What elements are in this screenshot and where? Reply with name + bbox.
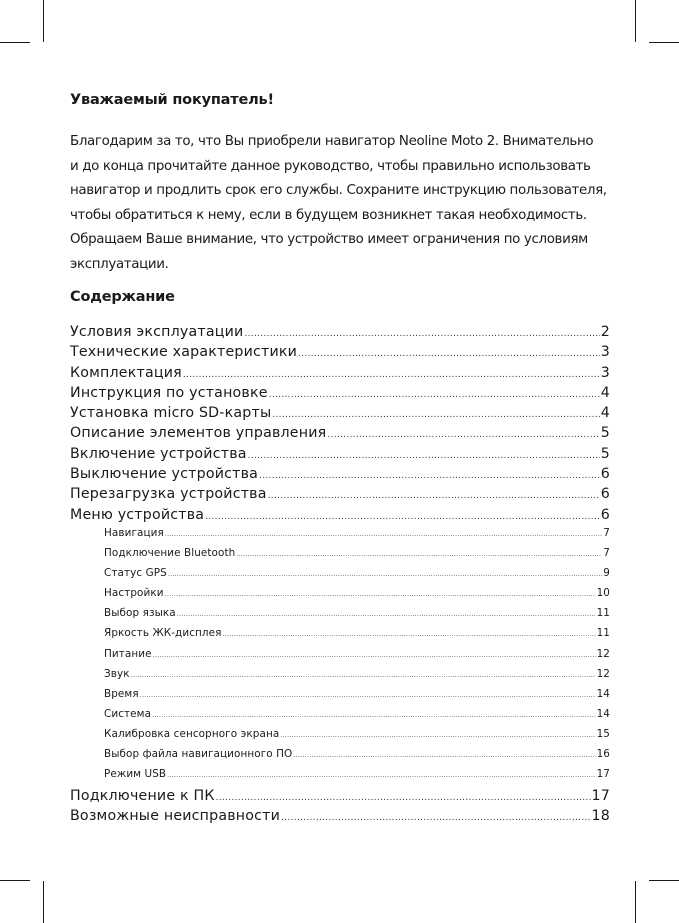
toc-subentry-title: Яркость ЖК-дисплея — [104, 627, 222, 640]
toc-leader — [152, 711, 596, 719]
toc-subentry — [70, 587, 610, 607]
toc-leader — [205, 512, 600, 522]
toc-subentry-page: 14 — [596, 687, 610, 700]
toc-entry — [70, 365, 610, 385]
toc-subentry-page: 12 — [596, 647, 610, 660]
toc-subentry-page: 11 — [596, 607, 610, 620]
toc-subentry-title: Навигация — [104, 526, 164, 539]
toc-subentry — [70, 627, 610, 647]
crop-mark — [649, 42, 679, 43]
toc-subentry-title: Настройки — [104, 587, 164, 600]
toc-subentry-page: 9 — [603, 567, 610, 580]
toc-leader — [248, 451, 600, 461]
greeting-heading: Уважаемый покупатель! — [70, 92, 274, 108]
intro-line: Благодарим за то, что Вы приобрели навигатор Neoline Moto 2. Внимательно — [70, 134, 594, 149]
toc-leader — [259, 471, 600, 481]
toc-subentry — [70, 527, 610, 547]
toc-subentry-page: 12 — [596, 667, 610, 680]
toc-subentry-title: Время — [104, 687, 139, 700]
toc-leader — [165, 530, 602, 538]
intro-line: Обращаем Ваше внимание, что устройство имеет ограничения по условиям — [70, 232, 588, 247]
crop-mark — [649, 880, 679, 881]
toc-leader — [223, 630, 596, 638]
toc-subentry — [70, 748, 610, 768]
toc-entry — [70, 788, 610, 808]
toc-leader — [165, 590, 596, 598]
toc-subentry — [70, 688, 610, 708]
toc-leader — [177, 610, 596, 618]
crop-mark — [635, 0, 636, 42]
toc-entry — [70, 344, 610, 364]
crop-mark — [0, 880, 30, 881]
toc-leader — [327, 430, 599, 440]
intro-line: чтобы обратиться к нему, если в будущем возникнет такая необходимость. — [70, 207, 587, 223]
toc-entry — [70, 808, 610, 828]
toc-entry-page: 18 — [591, 808, 610, 825]
toc-entry-page: 6 — [600, 466, 610, 483]
toc-entry-title: Условия эксплуатации — [70, 324, 244, 340]
toc-entry-title: Инструкция по установке — [70, 384, 268, 401]
toc-subentry-page: 16 — [596, 748, 610, 760]
toc-leader — [168, 570, 602, 578]
toc-entry — [70, 405, 610, 425]
crop-mark — [0, 42, 30, 43]
toc-leader — [183, 370, 600, 380]
toc-subentry-title: Звук — [104, 667, 130, 680]
toc-entry-title: Включение устройства — [70, 445, 247, 462]
toc-leader — [244, 329, 599, 339]
toc-subentry-page: 17 — [596, 768, 610, 781]
intro-line: эксплуатации. — [70, 256, 169, 272]
toc-entry — [70, 446, 610, 466]
toc-subentry — [70, 768, 610, 788]
toc-leader — [140, 691, 596, 699]
toc-entry-page: 17 — [591, 788, 610, 805]
toc-subentry-title: Выбор языка — [104, 607, 176, 620]
toc-leader — [153, 651, 596, 659]
toc-entry-page: 2 — [600, 324, 610, 340]
toc-subentry-title: Выбор файла навигационного ПО — [104, 748, 293, 760]
toc-entry-title: Комплектация — [70, 364, 182, 381]
crop-mark — [43, 881, 44, 923]
toc-leader — [280, 731, 595, 739]
toc-subentry — [70, 607, 610, 627]
crop-mark — [635, 881, 636, 923]
toc-subentry-title: Система — [104, 707, 152, 720]
toc-subentry-title: Питание — [104, 647, 152, 660]
toc-entry — [70, 486, 610, 506]
toc-entry-title: Описание элементов управления — [70, 425, 327, 442]
toc-subentry — [70, 708, 610, 728]
crop-mark — [43, 0, 44, 42]
toc-subentry — [70, 668, 610, 688]
toc-entry-page: 4 — [600, 405, 610, 422]
toc-leader — [298, 349, 600, 359]
toc-subentry-page: 11 — [596, 627, 610, 640]
toc-leader — [272, 410, 599, 420]
toc-leader — [167, 771, 595, 779]
toc-leader — [269, 390, 600, 400]
intro-paragraph — [70, 130, 610, 277]
table-of-contents — [70, 324, 610, 829]
toc-entry — [70, 466, 610, 486]
toc-entry-title: Технические характеристики — [70, 344, 298, 361]
toc-leader — [236, 550, 602, 558]
toc-entry — [70, 507, 610, 527]
toc-subentry — [70, 728, 610, 748]
toc-entry-page: 6 — [600, 506, 610, 523]
toc-entry-page: 3 — [600, 364, 610, 381]
toc-entry — [70, 385, 610, 405]
toc-leader — [131, 671, 596, 679]
toc-entry — [70, 324, 610, 344]
toc-subentry — [70, 567, 610, 587]
toc-subentry — [70, 547, 610, 567]
intro-line: и до конца прочитайте данное руководство, чтобы правильно использовать — [70, 158, 591, 174]
toc-entry-title: Выключение устройства — [70, 466, 259, 483]
toc-subentry-title: Калибровка сенсорного экрана — [104, 727, 280, 740]
toc-entry-title: Меню устройства — [70, 506, 205, 523]
toc-subentry-title: Режим USB — [104, 768, 167, 781]
toc-subentry-page: 7 — [603, 547, 610, 560]
toc-leader — [268, 491, 600, 501]
toc-subentry-page: 7 — [603, 526, 610, 539]
toc-entry-title: Перезагрузка устройства — [70, 486, 267, 503]
intro-line: навигатор и продлить срок его службы. Сохраните инструкцию пользователя, — [70, 183, 607, 198]
toc-entry-page: 3 — [600, 344, 610, 361]
toc-subentry-title: Статус GPS — [104, 567, 167, 580]
toc-subentry-page: 10 — [596, 587, 610, 600]
toc-entry-page: 5 — [600, 425, 610, 442]
toc-entry-title: Возможные неисправности — [70, 808, 281, 825]
toc-entry-page: 4 — [600, 384, 610, 401]
toc-leader — [281, 813, 591, 823]
toc-entry-page: 6 — [600, 486, 610, 503]
contents-heading: Содержание — [70, 289, 175, 305]
toc-leader — [293, 751, 595, 759]
toc-entry-page: 5 — [600, 445, 610, 462]
toc-entry-title: Установка micro SD-карты — [70, 405, 272, 422]
toc-subentry — [70, 648, 610, 668]
toc-subentry-page: 15 — [596, 727, 610, 740]
toc-entry-title: Подключение к ПК — [70, 788, 215, 805]
toc-subentry-title: Подключение Bluetooth — [104, 547, 236, 560]
toc-entry — [70, 425, 610, 445]
toc-subentry-page: 14 — [596, 707, 610, 720]
toc-leader — [216, 793, 591, 803]
